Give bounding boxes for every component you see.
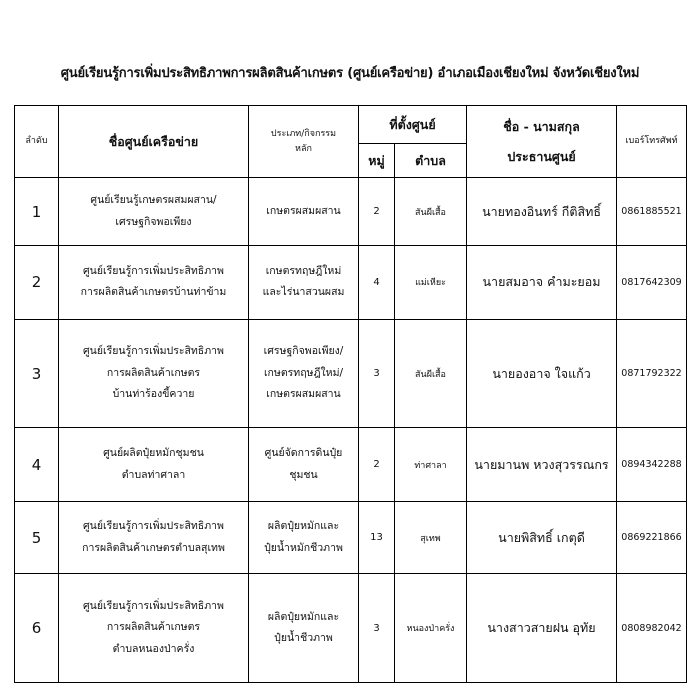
header-head-name bbox=[467, 106, 617, 178]
table-row bbox=[15, 428, 687, 502]
document-title: ศูนย์เรียนรู้การเพิ่มประสิทธิภาพการผลิตสินค้าเกษตร (ศูนย์เครือข่าย) อำเภอเมืองเชียงใหม่ จังหวัดเชียงใหม่ bbox=[60, 66, 640, 81]
header-type-line1: ประเภท/กิจกรรม bbox=[270, 129, 337, 140]
center-head-cell: นายสมอาจ คำมะยอม bbox=[467, 246, 617, 320]
activity-type-cell bbox=[249, 428, 359, 502]
row-number: 2 bbox=[15, 246, 59, 320]
moo-cell: 4 bbox=[359, 246, 395, 320]
header-center-name: ชื่อศูนย์เครือข่าย bbox=[59, 106, 249, 178]
center-name-line: ศูนย์เรียนรู้การเพิ่มประสิทธิภาพ bbox=[83, 264, 224, 277]
center-name-cell bbox=[59, 428, 249, 502]
activity-type-cell bbox=[249, 319, 359, 428]
header-phone: เบอร์โทรศัพท์ bbox=[617, 106, 687, 178]
table-row bbox=[15, 178, 687, 246]
phone-cell: 0817642309 bbox=[617, 246, 687, 320]
center-name-line: การผลิตสินค้าเกษตรบ้านท่าข้าม bbox=[80, 286, 227, 299]
activity-type-line: ผลิตปุ๋ยหมักและ bbox=[267, 520, 340, 533]
activity-type-line: เกษตรผสมผสาน bbox=[266, 388, 341, 401]
header-head-line2: ประธานศูนย์ bbox=[507, 148, 576, 164]
activity-type-cell bbox=[249, 246, 359, 320]
table-row bbox=[15, 574, 687, 683]
phone-cell: 0871792322 bbox=[617, 319, 687, 428]
center-name-cell bbox=[59, 178, 249, 246]
center-name-line: บ้านท่าร้องขี้ควาย bbox=[112, 388, 195, 401]
activity-type-cell bbox=[249, 574, 359, 683]
header-no: ลำดับ bbox=[15, 106, 59, 178]
center-head-cell: นางสาวสายฝน อุทัย bbox=[467, 574, 617, 683]
table-row bbox=[15, 319, 687, 428]
activity-type-line: ศูนย์จัดการดินปุ๋ย bbox=[264, 447, 343, 460]
moo-cell: 13 bbox=[359, 501, 395, 573]
center-name-line: ศูนย์เรียนรู้การเพิ่มประสิทธิภาพ bbox=[83, 520, 224, 533]
center-head-cell: นายพิสิทธิ์ เกตุดี bbox=[467, 501, 617, 573]
center-name-line: ศูนย์ผลิตปุ๋ยหมักชุมชน bbox=[103, 447, 204, 460]
network-center-table bbox=[14, 105, 687, 683]
center-head-cell: นายองอาจ ใจแก้ว bbox=[467, 319, 617, 428]
header-head-line1: ชื่อ - นามสกุล bbox=[503, 118, 580, 134]
phone-cell: 0894342288 bbox=[617, 428, 687, 502]
center-name-line: เศรษฐกิจพอเพียง bbox=[115, 215, 192, 228]
row-number: 4 bbox=[15, 428, 59, 502]
center-name-line: การผลิตสินค้าเกษตรตำบลสุเทพ bbox=[82, 541, 225, 554]
center-head-cell: นายทองอินทร์ กีติสิทธิ์ bbox=[467, 178, 617, 246]
activity-type-cell bbox=[249, 501, 359, 573]
center-name-line: ตำบลท่าศาลา bbox=[121, 468, 186, 481]
row-number: 1 bbox=[15, 178, 59, 246]
center-name-line: ศูนย์เรียนรู้การเพิ่มประสิทธิภาพ bbox=[83, 599, 224, 612]
moo-cell: 3 bbox=[359, 574, 395, 683]
activity-type-line: เกษตรทฤษฎีใหม่/ bbox=[263, 366, 344, 379]
row-number: 3 bbox=[15, 319, 59, 428]
center-name-line: การผลิตสินค้าเกษตร bbox=[106, 366, 201, 379]
tambon-cell: สันผีเสื้อ bbox=[395, 319, 467, 428]
center-name-line: การผลิตสินค้าเกษตร bbox=[106, 621, 201, 634]
header-location: ที่ตั้งศูนย์ bbox=[359, 106, 467, 144]
center-name-cell bbox=[59, 319, 249, 428]
activity-type-line: ปุ๋ยน้ำชีวภาพ bbox=[274, 632, 333, 645]
center-name-cell bbox=[59, 501, 249, 573]
header-type-line2: หลัก bbox=[295, 143, 312, 154]
header-tambon: ตำบล bbox=[395, 144, 467, 178]
activity-type-line: เกษตรผสมผสาน bbox=[266, 204, 341, 217]
activity-type-line: เกษตรทฤษฎีใหม่ bbox=[265, 264, 342, 277]
tambon-cell: ท่าศาลา bbox=[395, 428, 467, 502]
activity-type-line: และไร่นาสวนผสม bbox=[262, 286, 345, 299]
moo-cell: 2 bbox=[359, 428, 395, 502]
tambon-cell: แม่เหียะ bbox=[395, 246, 467, 320]
center-name-line: ศูนย์เรียนรู้เกษตรผสมผสาน/ bbox=[90, 194, 217, 207]
center-name-cell bbox=[59, 246, 249, 320]
center-name-line: ตำบลหนองป่าครั่ง bbox=[112, 642, 195, 655]
row-number: 5 bbox=[15, 501, 59, 573]
tambon-cell: สุเทพ bbox=[395, 501, 467, 573]
moo-cell: 3 bbox=[359, 319, 395, 428]
table-row bbox=[15, 501, 687, 573]
phone-cell: 0808982042 bbox=[617, 574, 687, 683]
row-number: 6 bbox=[15, 574, 59, 683]
header-type bbox=[249, 106, 359, 178]
activity-type-cell bbox=[249, 178, 359, 246]
center-name-line: ศูนย์เรียนรู้การเพิ่มประสิทธิภาพ bbox=[83, 345, 224, 358]
table-row bbox=[15, 246, 687, 320]
center-name-cell bbox=[59, 574, 249, 683]
phone-cell: 0869221866 bbox=[617, 501, 687, 573]
activity-type-line: ปุ๋ยน้ำหมักชีวภาพ bbox=[264, 541, 343, 554]
activity-type-line: เศรษฐกิจพอเพียง/ bbox=[263, 345, 344, 358]
activity-type-line: ชุมชน bbox=[289, 468, 318, 481]
moo-cell: 2 bbox=[359, 178, 395, 246]
activity-type-line: ผลิตปุ๋ยหมักและ bbox=[267, 610, 340, 623]
phone-cell: 0861885521 bbox=[617, 178, 687, 246]
center-head-cell: นายมานพ หวงสุวรรณกร bbox=[467, 428, 617, 502]
header-moo: หมู่ bbox=[359, 144, 395, 178]
tambon-cell: สันผีเสื้อ bbox=[395, 178, 467, 246]
tambon-cell: หนองป่าครั่ง bbox=[395, 574, 467, 683]
